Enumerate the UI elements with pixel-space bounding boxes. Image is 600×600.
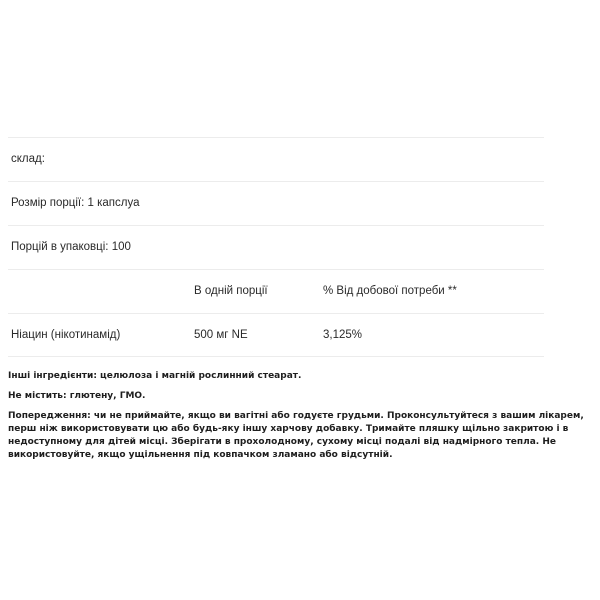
nutrient-name: Ніацин (нікотинамід) (11, 329, 121, 341)
servings-per-container-row (8, 225, 544, 269)
table-row (8, 313, 544, 357)
product-notes (8, 370, 588, 469)
serving-size-row (8, 181, 544, 225)
header-col-per-serving: В одній порції (194, 285, 268, 297)
composition-table (8, 137, 544, 357)
composition-label: склад: (11, 153, 45, 165)
header-col-daily-value: % Від добової потреби ** (323, 285, 457, 297)
free-of: Не містить: глютену, ГМО. (8, 391, 146, 401)
warning-text: Попередження: чи не приймайте, якщо ви вагітні або годуєте грудьми. Проконсультуйтеся з вашим лікарем, перш ніж використовувати цю або будь-яку іншу харчову добавку. Тримайте пляшку щільно закритою і в недоступному для дітей місці. Зберігати в прохолодному, сухому місці подалі від надмірного тепла. Не використовуйте, якщо ущільнення під ковпачком зламано або відсутній. (8, 411, 584, 460)
serving-size: Розмір порції: 1 капслуа (11, 197, 140, 209)
other-ingredients: Інші інгредієнти: целюлоза і магній рослинний стеарат. (8, 371, 302, 381)
composition-label-row (8, 137, 544, 181)
nutrient-daily-value: 3,125% (323, 329, 363, 341)
servings-per-container: Порцій в упаковці: 100 (11, 241, 131, 253)
nutrient-amount: 500 мг NE (194, 329, 248, 341)
table-header-row (8, 269, 544, 313)
